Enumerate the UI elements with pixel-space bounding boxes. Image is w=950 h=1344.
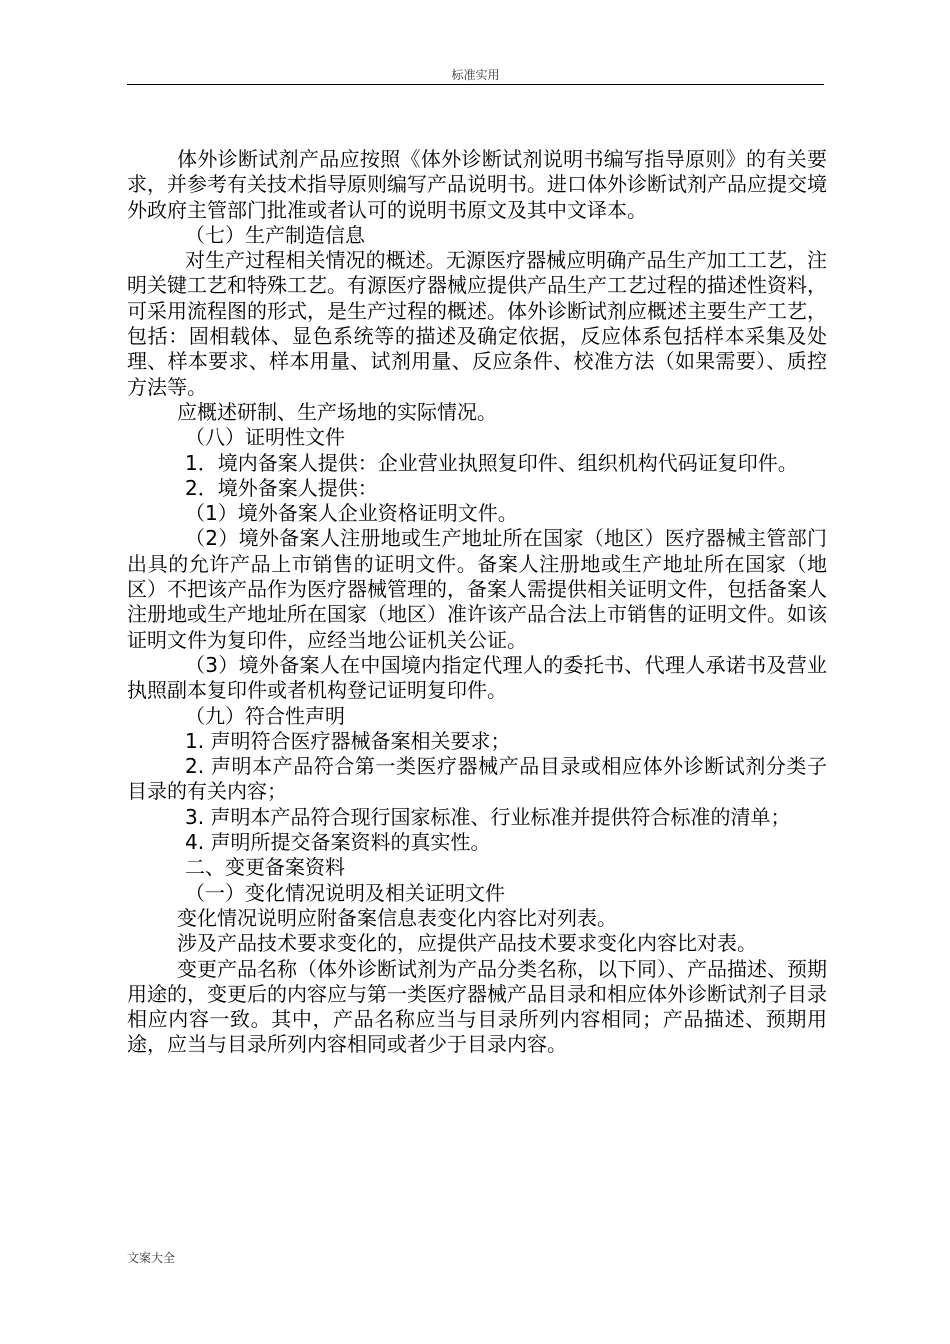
paragraph: 对生产过程相关情况的概述。无源医疗器械应明确产品生产加工工艺，注明关键工艺和特殊工艺。有源医疗器械应提供产品生产工艺过程的描述性资料，可采用流程图的形式，是生产过程的概述。体外诊断试剂应概述主要生产工艺，包括：固相载体、显色系统等的描述及确定依据，反应体系包括样本采集及处理、样本要求、样本用量、试剂用量、反应条件、校准方法（如果需要）、质控方法等。: [127, 248, 827, 399]
paragraph: 1．境内备案人提供：企业营业执照复印件、组织机构代码证复印件。: [185, 450, 798, 475]
paragraph: （1）境外备案人企业资格证明文件。: [185, 501, 518, 526]
list-item: 1. 声明符合医疗器械备案相关要求；: [185, 728, 511, 753]
paragraph: 变化情况说明应附备案信息表变化内容比对列表。: [177, 905, 617, 930]
header-divider: [127, 84, 824, 85]
paragraph: 应概述研制、生产场地的实际情况。: [177, 399, 497, 424]
list-item: 3. 声明本产品符合现行国家标准、行业标准并提供符合标准的清单；: [185, 804, 791, 829]
list-item: 2. 声明本产品符合第一类医疗器械产品目录或相应体外诊断试剂分类子目录的有关内容；: [127, 754, 827, 804]
paragraph: 变更产品名称（体外诊断试剂为产品分类名称，以下同）、产品描述、预期用途的，变更后的内容应与第一类医疗器械产品目录和相应体外诊断试剂子目录相应内容一致。其中，产品名称应当与目录所列内容相同；产品描述、预期用途，应当与目录所列内容相同或者少于目录内容。: [127, 956, 827, 1057]
page-header: 标准实用: [451, 68, 500, 82]
paragraph: 涉及产品技术要求变化的，应提供产品技术要求变化内容比对表。: [177, 931, 757, 956]
section-heading: （八）证明性文件: [185, 425, 345, 450]
paragraph: （3）境外备案人在中国境内指定代理人的委托书、代理人承诺书及营业执照副本复印件或者机构登记证明复印件。: [127, 652, 827, 703]
page-footer: 文案大全: [127, 1251, 176, 1265]
document-body: [127, 147, 827, 1058]
section-heading: （一）变化情况说明及相关证明文件: [185, 880, 505, 905]
paragraph: 2．境外备案人提供：: [185, 475, 378, 500]
list-item: 4. 声明所提交备案资料的真实性。: [185, 830, 491, 855]
paragraph: 体外诊断试剂产品应按照《体外诊断试剂说明书编写指导原则》的有关要求，并参考有关技术指导原则编写产品说明书。进口体外诊断试剂产品应提交境外政府主管部门批准或者认可的说明书原文及其中文译本。: [127, 147, 827, 222]
section-heading: （九）符合性声明: [185, 703, 345, 728]
paragraph: （2）境外备案人注册地或生产地址所在国家（地区）医疗器械主管部门出具的允许产品上市销售的证明文件。备案人注册地或生产地址所在国家（地区）不把该产品作为医疗器械管理的，备案人需提供相关证明文件，包括备案人注册地或生产地址所在国家（地区）准许该产品合法上市销售的证明文件。如该证明文件为复印件，应经当地公证机关公证。: [127, 526, 827, 652]
section-heading: （七）生产制造信息: [185, 222, 365, 247]
section-heading: 二、变更备案资料: [185, 855, 345, 880]
